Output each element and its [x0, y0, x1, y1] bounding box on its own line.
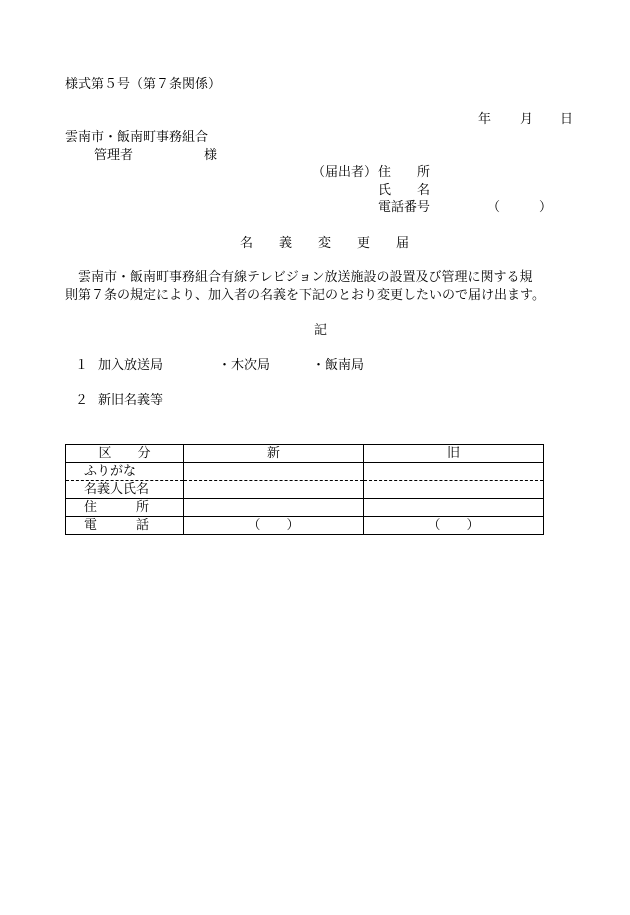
item-1-option-iinan: ・飯南局	[312, 358, 365, 373]
cell-new-furigana[interactable]	[184, 463, 364, 481]
cell-old-address[interactable]	[364, 499, 544, 517]
notifier-phone-label: 電話番号	[378, 200, 431, 215]
cell-new-phone[interactable]: （ ）	[184, 517, 364, 535]
notifier-address-label: 住 所	[378, 165, 431, 180]
form-number: 様式第５号（第７条関係）	[65, 77, 222, 92]
cell-new-address[interactable]	[184, 499, 364, 517]
cell-old-furigana[interactable]	[364, 463, 544, 481]
notifier-name-label: 氏 名	[378, 183, 431, 198]
cell-new-holder-name[interactable]	[184, 481, 364, 499]
header-old: 旧	[364, 445, 544, 463]
table-row	[66, 481, 544, 499]
table-row	[66, 463, 544, 481]
body-line-1: 雲南市・飯南町事務組合有線テレビジョン放送施設の設置及び管理に関する規	[65, 270, 533, 285]
row-label-holder-name: 名義人氏名	[66, 481, 184, 499]
row-label-address: 住 所	[66, 499, 184, 517]
row-label-phone: 電 話	[66, 517, 184, 535]
date-month: 月	[520, 112, 534, 127]
item-1-option-kisuki: ・木次局	[218, 358, 271, 373]
row-label-furigana: ふりがな	[66, 463, 184, 481]
addressee-manager: 管理者	[94, 148, 134, 163]
header-new: 新	[184, 445, 364, 463]
name-change-table	[65, 444, 544, 535]
date-year: 年	[478, 112, 492, 127]
item-2-number: ２	[75, 393, 89, 408]
item-2-label: 新旧名義等	[98, 393, 164, 408]
table-row	[66, 499, 544, 517]
item-1-number: １	[75, 358, 89, 373]
document-title: 名 義 変 更 届	[240, 236, 410, 251]
table-row	[66, 517, 544, 535]
date-day: 日	[560, 112, 574, 127]
header-category: 区 分	[66, 445, 184, 463]
notifier-tag: （届出者）	[312, 165, 378, 180]
table-header-row	[66, 445, 544, 463]
body-line-2: 則第７条の規定により、加入者の名義を下記のとおり変更したいので届け出ます。	[65, 288, 545, 303]
addressee-org: 雲南市・飯南町事務組合	[65, 130, 209, 145]
addressee-honorific: 様	[204, 148, 218, 163]
cell-old-phone[interactable]: （ ）	[364, 517, 544, 535]
ki-mark: 記	[314, 323, 328, 338]
cell-old-holder-name[interactable]	[364, 481, 544, 499]
notifier-phone-parens: （ ）	[487, 200, 553, 215]
item-1-label: 加入放送局	[98, 358, 164, 373]
